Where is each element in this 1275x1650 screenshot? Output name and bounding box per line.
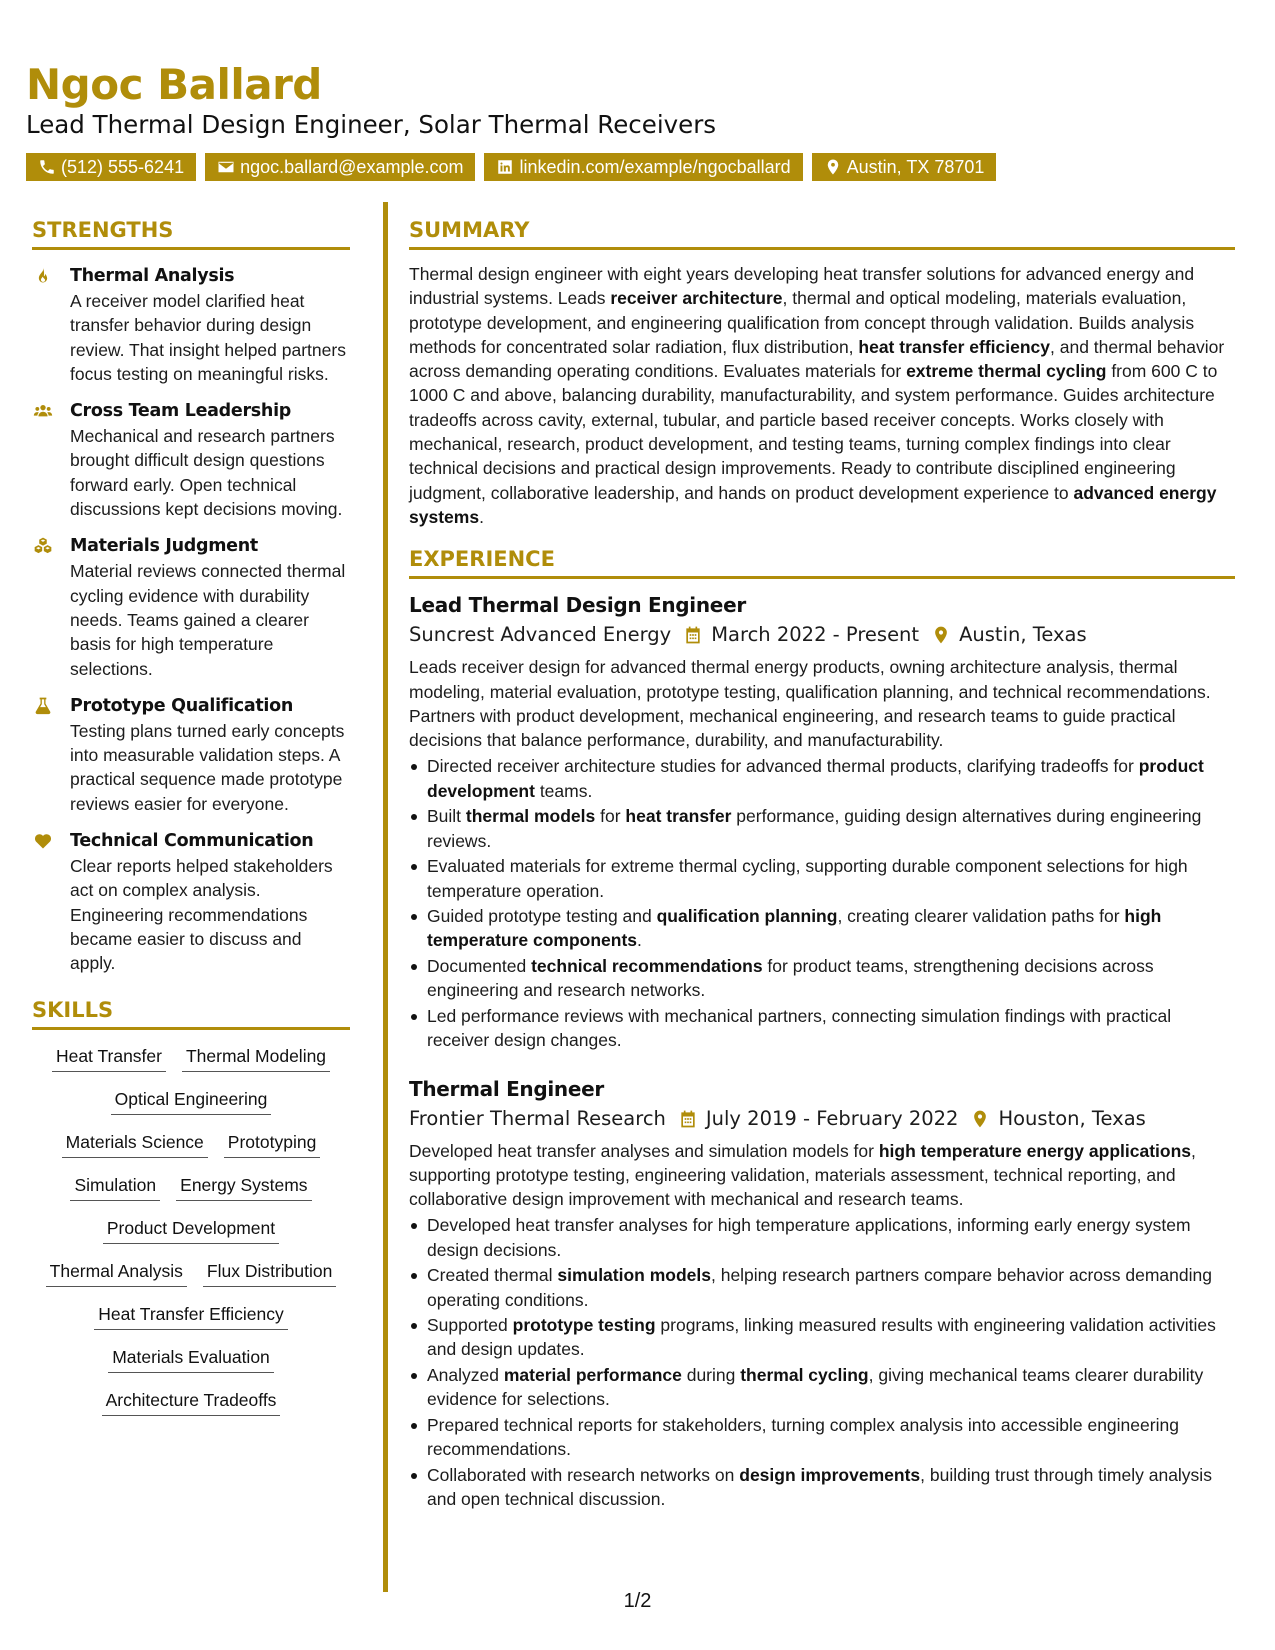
text-run: , building trust through timely analysis and open technical discussion. bbox=[427, 1464, 1212, 1510]
strength-item bbox=[32, 694, 350, 816]
bold-text: thermal cycling bbox=[740, 1365, 869, 1386]
bold-text: receiver architecture bbox=[610, 288, 783, 309]
skill-tag: Flux Distribution bbox=[203, 1259, 336, 1287]
strengths-heading: STRENGTHS bbox=[32, 218, 350, 250]
bold-text: heat transfer bbox=[625, 806, 732, 827]
text-run: Built bbox=[427, 806, 466, 827]
job-location: Houston, Texas bbox=[998, 1106, 1146, 1130]
left-column bbox=[32, 218, 350, 1416]
skill-tag: Materials Science bbox=[62, 1130, 208, 1158]
strength-desc: Mechanical and research partners brought difficult design questions forward early. Open technical discussions kept decisions moving. bbox=[70, 426, 343, 520]
bullet-item bbox=[409, 1363, 1235, 1412]
job-company: Frontier Thermal Research bbox=[409, 1106, 666, 1130]
text-run: Supported bbox=[427, 1315, 513, 1336]
job-entry bbox=[409, 1075, 1235, 1512]
job-bullets bbox=[409, 1213, 1235, 1511]
bold-text: design improvements bbox=[739, 1464, 921, 1485]
page-number: 1/2 bbox=[623, 1590, 652, 1612]
job-title: Thermal Engineer bbox=[409, 1076, 604, 1101]
bold-text: thermal models bbox=[465, 806, 596, 827]
bullet-item bbox=[409, 1004, 1235, 1053]
candidate-name: Ngoc Ballard bbox=[26, 60, 322, 109]
text-run: for product teams, strengthening decisions across engineering and research networks. bbox=[427, 956, 1154, 1001]
text-run: during bbox=[681, 1365, 741, 1386]
calendar-icon bbox=[683, 625, 703, 645]
experience-heading: EXPERIENCE bbox=[409, 547, 1235, 579]
text-run: performance, guiding design alternatives during engineering reviews. bbox=[427, 806, 1202, 851]
skill-tag: Product Development bbox=[103, 1216, 279, 1244]
strength-title: Prototype Qualification bbox=[70, 695, 294, 716]
text-run: . bbox=[479, 506, 484, 527]
text-run: for bbox=[595, 806, 626, 827]
text-run: Evaluated materials for extreme thermal cycling, supporting durable component selections for high temperature operation. bbox=[427, 856, 1188, 901]
bold-text: advanced energy systems bbox=[409, 482, 1217, 527]
strength-item bbox=[32, 534, 350, 680]
text-run: Collaborated with research networks on bbox=[427, 1464, 740, 1485]
job-description bbox=[409, 655, 1235, 752]
skill-tag: Architecture Tradeoffs bbox=[102, 1388, 281, 1416]
strength-desc: A receiver model clarified heat transfer behavior during design review. That insight helped partners focus testing on meaningful risks. bbox=[70, 291, 346, 384]
text-run: , creating clearer validation paths for bbox=[837, 906, 1125, 927]
summary-text bbox=[409, 262, 1235, 529]
text-run: Leads receiver design for advanced thermal energy products, owning architecture analysis, thermal modeling, material evaluation, prototype testing, qualification planning, and technical recommendations. Partners with product development, mechanical engineering, and research teams to guide practical decisions that balance performance, durability, and manufacturability. bbox=[409, 657, 1211, 751]
right-column bbox=[409, 218, 1235, 1513]
job-title: Lead Thermal Design Engineer bbox=[409, 593, 746, 618]
job-description bbox=[409, 1139, 1235, 1212]
envelope-icon bbox=[217, 158, 235, 176]
bullet-item bbox=[409, 1313, 1235, 1362]
text-run: Directed receiver architecture studies for advanced thermal products, clarifying tradeoffs for bbox=[427, 756, 1139, 777]
text-run: Guided prototype testing and bbox=[427, 906, 657, 927]
users-icon bbox=[33, 401, 53, 421]
strength-title: Thermal Analysis bbox=[70, 266, 235, 286]
bold-text: qualification planning bbox=[656, 906, 838, 927]
strength-item bbox=[32, 264, 350, 386]
text-run: . bbox=[637, 930, 642, 951]
skill-tag: Heat Transfer Efficiency bbox=[94, 1302, 287, 1330]
skill-tag: Energy Systems bbox=[176, 1173, 311, 1201]
fire-icon bbox=[33, 266, 53, 286]
strength-title: Materials Judgment bbox=[70, 536, 258, 557]
contact-location-text: Austin, TX 78701 bbox=[846, 157, 985, 177]
job-bullets bbox=[409, 754, 1235, 1052]
text-run: Documented bbox=[427, 956, 532, 977]
bold-text: extreme thermal cycling bbox=[906, 361, 1107, 382]
text-run: , supporting prototype testing, engineering validation, materials assessment, technical reporting, and collaborative design improvement with mechanical and research teams. bbox=[409, 1140, 1196, 1210]
text-run: Analyzed bbox=[427, 1365, 504, 1386]
bullet-item bbox=[409, 754, 1235, 803]
contact-linkedin-text: linkedin.com/example/ngocballard bbox=[519, 157, 791, 177]
job-company: Suncrest Advanced Energy bbox=[409, 623, 672, 647]
strength-desc: Material reviews connected thermal cycling evidence with durability needs. Teams gained a clearer basis for high temperature selections. bbox=[70, 561, 346, 679]
job-meta bbox=[409, 621, 1235, 649]
bullet-item bbox=[409, 904, 1235, 953]
text-run: Developed heat transfer analyses and simulation models for bbox=[409, 1140, 879, 1161]
bullet-item bbox=[409, 1413, 1235, 1462]
text-run: , and thermal behavior across demanding operating conditions. Evaluates materials for bbox=[409, 336, 1225, 382]
contact-email[interactable] bbox=[205, 153, 475, 181]
text-run: , thermal and optical modeling, materials evaluation, prototype development, and engineering qualification from concept through validation. Builds analysis methods for concentrated solar radiation, flux distribution, bbox=[409, 288, 1195, 357]
skill-tag: Simulation bbox=[70, 1173, 160, 1201]
bold-text: technical recommendations bbox=[531, 956, 763, 977]
skill-tag: Optical Engineering bbox=[111, 1087, 272, 1115]
linkedin-icon bbox=[496, 158, 514, 176]
strength-desc: Clear reports helped stakeholders act on complex analysis. Engineering recommendations became easier to discuss and apply. bbox=[70, 856, 333, 974]
text-run: Thermal design engineer with eight years developing heat transfer solutions for advanced energy and industrial systems. Leads bbox=[409, 264, 1195, 309]
skills-list bbox=[32, 1044, 350, 1416]
phone-icon bbox=[38, 158, 56, 176]
strength-item bbox=[32, 829, 350, 975]
job-dates: March 2022 - Present bbox=[711, 623, 920, 647]
contact-email-text: ngoc.ballard@example.com bbox=[240, 157, 464, 177]
text-run: Prepared technical reports for stakeholders, turning complex analysis into accessible engineering recommendations. bbox=[427, 1414, 1179, 1460]
text-run: , helping research partners compare behavior across demanding operating conditions. bbox=[427, 1265, 1212, 1310]
flask-icon bbox=[33, 696, 53, 716]
bullet-item bbox=[409, 854, 1235, 903]
text-run: Led performance reviews with mechanical partners, connecting simulation findings with practical receiver design changes. bbox=[427, 1005, 1172, 1051]
contact-linkedin[interactable] bbox=[484, 153, 802, 181]
bold-text: heat transfer efficiency bbox=[858, 336, 1051, 357]
bullet-item bbox=[409, 804, 1235, 853]
cubes-icon bbox=[33, 536, 53, 556]
skill-tag: Thermal Analysis bbox=[46, 1259, 187, 1287]
strength-desc: Testing plans turned early concepts into measurable validation steps. A practical sequence made prototype reviews easier for everyone. bbox=[70, 720, 345, 814]
summary-heading: SUMMARY bbox=[409, 218, 1235, 250]
bold-text: simulation models bbox=[557, 1265, 711, 1286]
text-run: , giving mechanical teams clearer durability evidence for selections. bbox=[427, 1365, 1204, 1410]
bold-text: material performance bbox=[503, 1365, 682, 1386]
job-dates: July 2019 - February 2022 bbox=[705, 1106, 959, 1130]
heart-icon bbox=[33, 831, 53, 851]
text-run: teams. bbox=[534, 780, 593, 801]
skill-tag: Materials Evaluation bbox=[108, 1345, 274, 1373]
strength-title: Technical Communication bbox=[70, 831, 314, 852]
bullet-item bbox=[409, 1263, 1235, 1312]
skill-tag: Heat Transfer bbox=[52, 1044, 166, 1072]
bold-text: product development bbox=[427, 756, 1204, 801]
job-meta bbox=[409, 1105, 1235, 1133]
skills-heading: SKILLS bbox=[32, 998, 350, 1030]
map-pin-icon bbox=[970, 1109, 990, 1129]
column-divider bbox=[383, 202, 388, 1592]
job-location: Austin, Texas bbox=[959, 623, 1087, 647]
job-entry bbox=[409, 591, 1235, 1052]
contact-phone[interactable] bbox=[26, 153, 196, 181]
bold-text: prototype testing bbox=[512, 1315, 656, 1336]
strengths-list bbox=[32, 264, 350, 976]
bullet-item bbox=[409, 1463, 1235, 1512]
calendar-icon bbox=[678, 1109, 698, 1129]
skill-tag: Thermal Modeling bbox=[182, 1044, 330, 1072]
candidate-role: Lead Thermal Design Engineer, Solar Thermal Receivers bbox=[26, 110, 717, 139]
skill-tag: Prototyping bbox=[224, 1130, 321, 1158]
contact-bar bbox=[26, 153, 996, 181]
bold-text: high temperature components bbox=[427, 906, 1162, 951]
bullet-item bbox=[409, 954, 1235, 1003]
text-run: Created thermal bbox=[427, 1265, 558, 1286]
text-run: Developed heat transfer analyses for high temperature applications, informing early energy system design decisions. bbox=[427, 1215, 1191, 1260]
text-run: from 600 C to 1000 C and above, balancing durability, manufacturability, and system performance. Guides architecture tradeoffs across cavity, external, tubular, and particle based receiver concepts. Works closely with mechanical, research, product development, and testing teams, turning complex findings into clear technical decisions and practical design improvements. Ready to contribute disciplined engineering judgment, collaborative leadership, and hands on product development experience to bbox=[409, 361, 1218, 503]
contact-location[interactable] bbox=[812, 153, 997, 181]
bullet-item bbox=[409, 1213, 1235, 1262]
map-pin-icon bbox=[824, 158, 842, 176]
strength-item bbox=[32, 399, 350, 521]
text-run: programs, linking measured results with engineering validation activities and design updates. bbox=[427, 1315, 1216, 1360]
map-pin-icon bbox=[931, 625, 951, 645]
contact-phone-text: (512) 555-6241 bbox=[61, 157, 185, 177]
strength-title: Cross Team Leadership bbox=[70, 401, 291, 422]
bold-text: high temperature energy applications bbox=[878, 1140, 1191, 1161]
